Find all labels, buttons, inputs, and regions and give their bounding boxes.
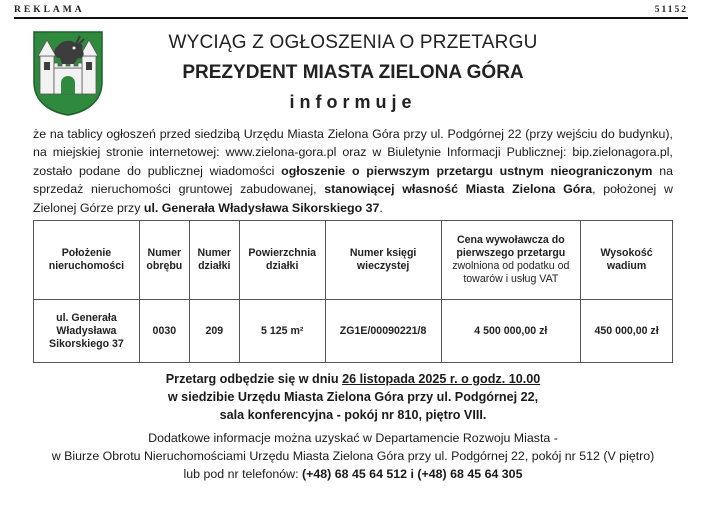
contact-line-3: [33, 467, 673, 481]
advert-number: 51152: [654, 5, 688, 15]
col-header-location: Położenie nieruchomości: [34, 221, 140, 300]
para-text-1: że na tablicy ogłoszeń przed siedzibą Urzędu Miasta Zielona Góra przy ul. Podgórnej 22 (przy wejściu do budynku), na miejskiej stronie internetowej: www.zielona-gora.pl oraz w Biuletynie Informacji Publicznej: bip.zielonagora.pl, zostało podane do publicznej wiadomości: [33, 127, 673, 178]
para-text-2: na sprzedaż nieruchomości gruntowej zabudowanej,: [33, 163, 673, 197]
col-header-deposit: Wysokość wadium: [581, 221, 673, 300]
issuer-title: PREZYDENT MIASTA ZIELONA GÓRA: [182, 62, 524, 83]
col-header-precinct: Numer obrębu: [139, 221, 189, 300]
informs-heading: informuje: [289, 92, 417, 112]
advert-label: REKLAMA: [14, 5, 85, 15]
auction-location: w siedzibie Urzędu Miasta Zielona Góra przy ul. Podgórnej 22,: [167, 390, 539, 404]
price-header-title: Cena wywoławcza do pierwszego przetargu: [456, 234, 566, 259]
table-header-row: [34, 221, 673, 300]
para-bold-3: ul. Generała Władysława Sikorskiego 37: [143, 200, 380, 215]
announcement-title: WYCIĄG Z OGŁOSZENIA O PRZETARGU: [168, 32, 538, 53]
announcement-paragraph: [33, 125, 673, 217]
cell-land-register: ZG1E/00090221/8: [325, 300, 441, 363]
property-table: [33, 220, 673, 363]
para-bold-2: stanowiącej własność Miasta Zielona Góra: [324, 182, 593, 197]
para-text-4: .: [379, 200, 383, 215]
contact-line-1: Dodatkowe informacje można uzyskać w Departamencie Rozwoju Miasta -: [148, 431, 558, 445]
col-header-price: [441, 221, 581, 300]
col-header-plot: Numer działki: [189, 221, 239, 300]
table-row: [34, 300, 673, 363]
auction-room: sala konferencyjna - pokój nr 810, piętro VIII.: [219, 408, 487, 422]
cell-deposit: 450 000,00 zł: [581, 300, 673, 363]
col-header-area: Powierzchnia działki: [239, 221, 325, 300]
cell-precinct: 0030: [139, 300, 189, 363]
para-text-3: , położonej w Zielonej Górze przy: [33, 182, 673, 215]
cell-price: 4 500 000,00 zł: [441, 300, 581, 363]
contact-phones: (+48) 68 45 64 512 i (+48) 68 45 64 305: [302, 467, 523, 481]
auction-date: 26 listopada 2025 r. o godz. 10.00: [342, 372, 541, 386]
cell-location: ul. Generała Władysława Sikorskiego 37: [34, 300, 140, 363]
contact-phone-prefix: lub pod nr telefonów:: [183, 467, 303, 481]
contact-line-2: w Biurze Obrotu Nieruchomościami Urzędu Miasta Zielona Góra przy ul. Podgórnej 22, pokój nr 512 (V piętro): [51, 449, 655, 463]
col-header-land-register: Numer księgi wieczystej: [325, 221, 441, 300]
auction-date-line: [33, 372, 673, 386]
para-bold-1: ogłoszenie o pierwszym przetargu ustnym nieograniczonym: [281, 163, 653, 178]
cell-area: 5 125 m²: [239, 300, 325, 363]
auction-prefix: Przetarg odbędzie się w dniu: [165, 372, 343, 386]
advert-header-rule: [14, 5, 688, 19]
coat-of-arms-icon: [32, 30, 104, 116]
cell-plot: 209: [189, 300, 239, 363]
price-header-note: zwolniona od podatku od towarów i usług VAT: [452, 260, 570, 285]
